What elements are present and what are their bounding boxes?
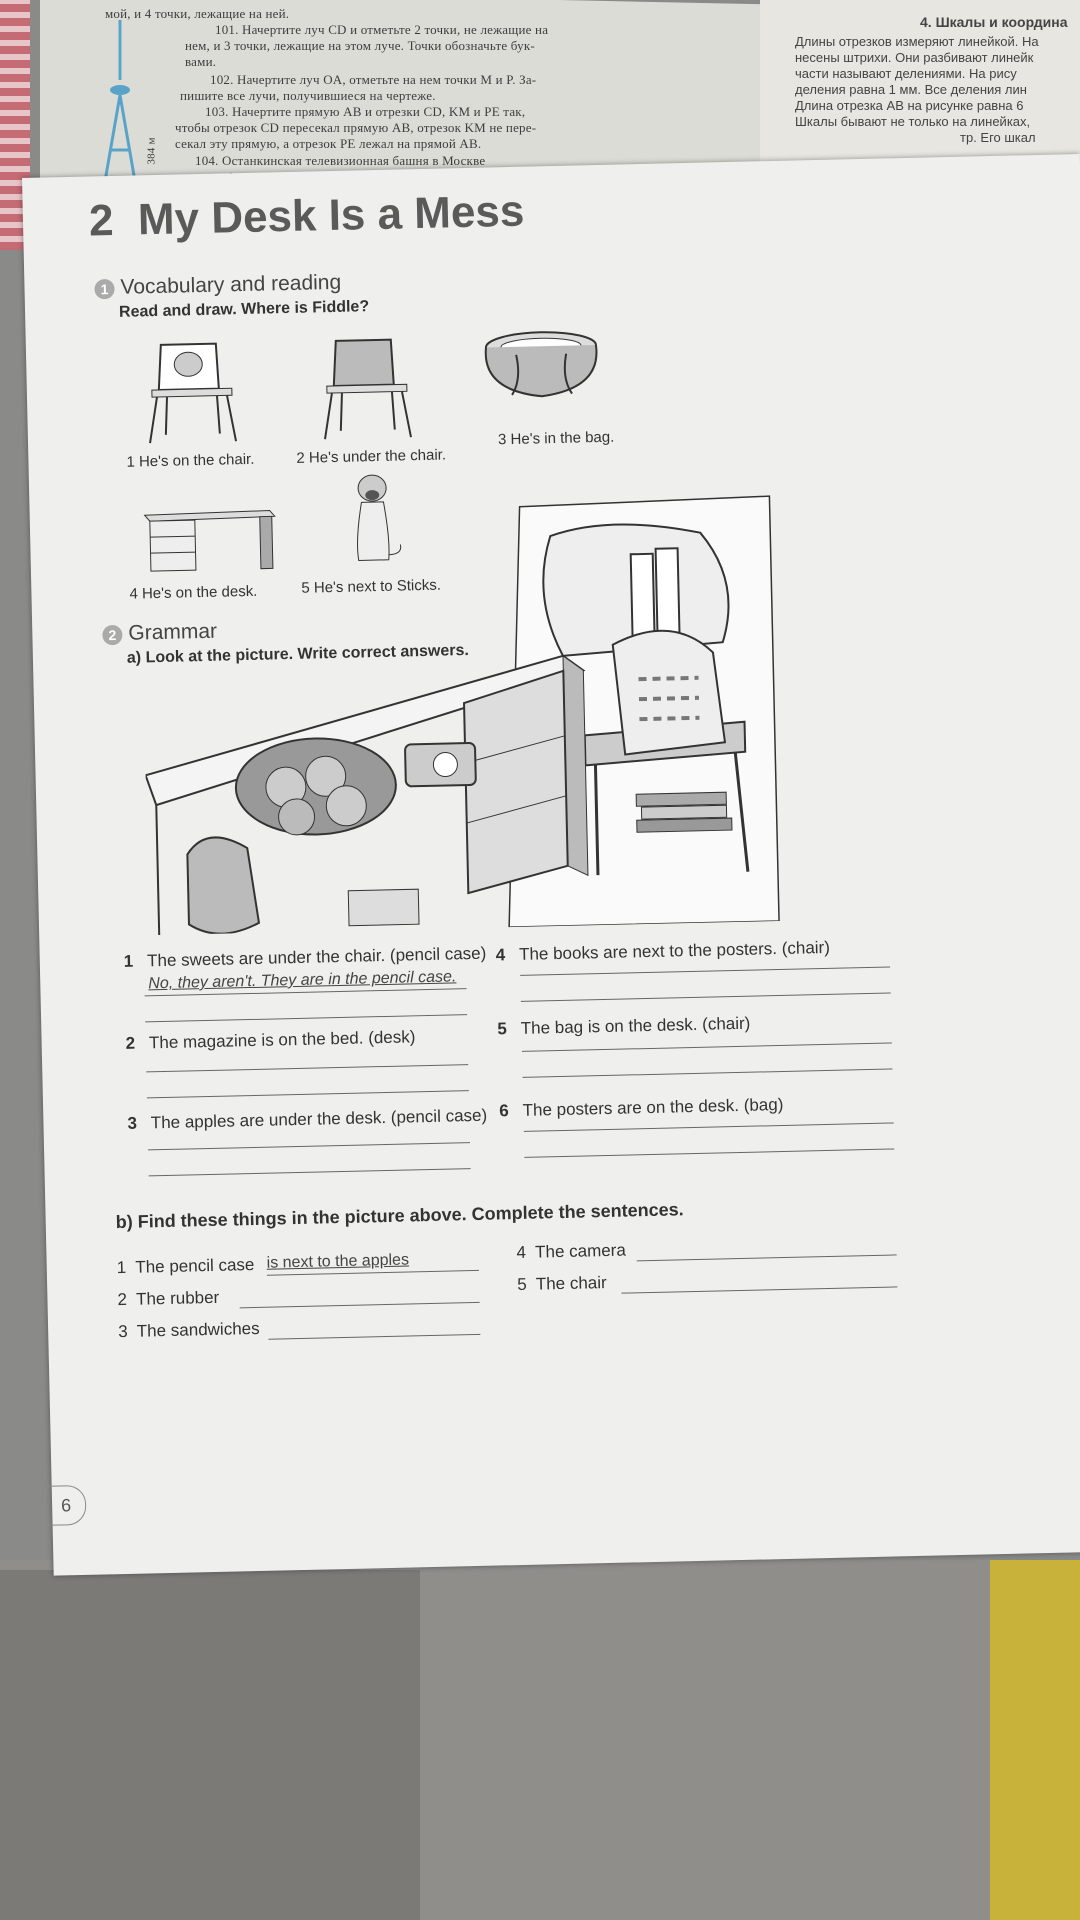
question-6: 6 The posters are on the desk. (bag) <box>499 1094 784 1121</box>
sentence-4: 4 The camera <box>516 1240 627 1263</box>
sentence-5: 5 The chair <box>517 1273 607 1295</box>
answer-line-b4[interactable] <box>637 1254 897 1261</box>
part-a-instruction: a) Look at the picture. Write correct answers. <box>126 641 470 667</box>
answer-line-q3[interactable] <box>149 1168 471 1176</box>
section2-title: Grammar <box>128 619 218 645</box>
question-1: 1 The sweets are under the chair. (pencil case) <box>123 943 487 971</box>
sentence-1: 1 The pencil case <box>116 1255 255 1278</box>
question-5: 5 The bag is on the desk. (chair) <box>497 1013 751 1039</box>
unit-title: My Desk Is a Mess <box>137 186 525 245</box>
dog-on-chair-picture <box>136 333 248 445</box>
answer-line-b2[interactable] <box>240 1302 480 1308</box>
floor-yellow-object <box>990 1560 1080 1920</box>
sentence-3: 3 The sandwiches <box>117 1318 260 1342</box>
answer-line-b3[interactable] <box>268 1334 480 1340</box>
answer-line-q4[interactable] <box>520 967 890 976</box>
unit-number: 2 <box>88 195 115 246</box>
unit-header <box>88 187 524 247</box>
answer-line-q2[interactable] <box>147 1090 469 1098</box>
question-4: 4 The books are next to the posters. (chair) <box>495 937 831 965</box>
answer-line-q6[interactable] <box>524 1148 894 1157</box>
caption-4: 4 He's on the desk. <box>129 582 258 603</box>
sentence-1-answer: is next to the apples <box>266 1251 410 1272</box>
caption-1: 1 He's on the chair. <box>126 450 255 471</box>
part-b-instruction: b) Find these things in the picture above. Complete the sentences. <box>115 1199 684 1233</box>
answer-line-q5[interactable] <box>522 1042 892 1051</box>
answer-line-q4[interactable] <box>521 993 891 1002</box>
section1-heading <box>94 271 341 301</box>
answer-line <box>145 1014 467 1022</box>
answer-line-b5[interactable] <box>621 1286 897 1293</box>
section2-number: 2 <box>102 625 122 645</box>
question-3: 3 The apples are under the desk. (pencil case) <box>127 1105 488 1133</box>
answer-line-q3[interactable] <box>148 1142 470 1150</box>
caption-2: 2 He's under the chair. <box>296 446 447 467</box>
sentence-2: 2 The rubber <box>117 1287 220 1310</box>
page-number: 6 <box>46 1485 87 1526</box>
messy-room-illustration <box>139 491 799 936</box>
answer-line-q6[interactable] <box>524 1122 894 1131</box>
caption-3: 3 He's in the bag. <box>497 428 615 449</box>
caption-5: 5 He's next to Sticks. <box>301 576 442 597</box>
tower-height-label: 384 м <box>145 137 158 165</box>
bag-picture <box>470 323 612 416</box>
answer-line-q2[interactable] <box>146 1064 468 1072</box>
floor-shadow <box>0 1570 420 1920</box>
question-2: 2 The magazine is on the bed. (desk) <box>125 1027 416 1053</box>
chair-picture <box>311 329 423 441</box>
section1-title: Vocabulary and reading <box>120 270 342 299</box>
section1-instruction: Read and draw. Where is Fiddle? <box>118 298 370 321</box>
section1-number: 1 <box>94 279 114 299</box>
question-1-answer: No, they aren't. They are in the pencil case. <box>148 968 457 993</box>
workbook-page <box>22 154 1080 1576</box>
answer-line-q5[interactable] <box>523 1068 893 1077</box>
